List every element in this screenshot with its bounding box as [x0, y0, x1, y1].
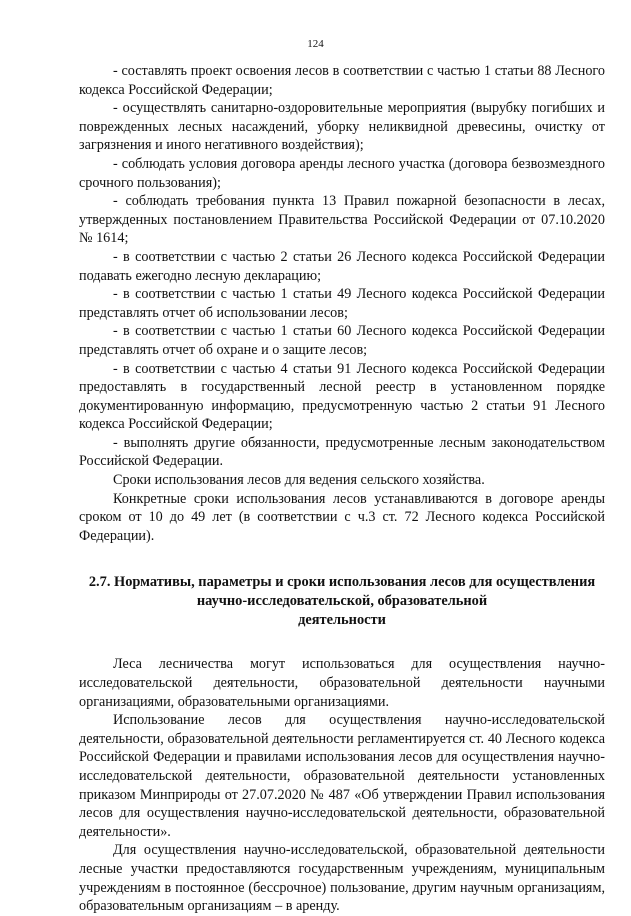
section-heading-line: научно-исследовательской, образовательной	[196, 593, 488, 610]
list-item: - составлять проект освоения лесов в соответствии с частью 1 статьи 88 Лесного кодекса Российской Федерации;	[79, 63, 605, 98]
section-heading-line: деятельности	[298, 612, 386, 629]
paragraph: Сроки использования лесов для ведения сельского хозяйства.	[113, 472, 485, 489]
list-item: - осуществлять санитарно-оздоровительные мероприятия (вырубку погибших и поврежденных лесных насаждений, уборку неликвидной древесины, очистку от загрязнения и иного негативного воздействия);	[79, 100, 605, 154]
list-item: - в соответствии с частью 4 статьи 91 Лесного кодекса Российской Федерации предоставлять в государственный лесной реестр в установленном порядке документированную информацию, предусмотренную частью 2 статьи 91 Лесного кодекса Российской Федерации;	[79, 360, 605, 433]
section-body	[79, 655, 605, 915]
paragraph: Леса лесничества могут использоваться для осуществления научно-исследовательской деятельности, образовательной деятельности научными организациями, образовательными организациями.	[79, 656, 605, 710]
list-item: - в соответствии с частью 1 статьи 49 Лесного кодекса Российской Федерации представлять отчет об использовании лесов;	[79, 286, 605, 321]
list-item: - выполнять другие обязанности, предусмотренные лесным законодательством Российской Федерации.	[79, 434, 605, 470]
section-heading	[79, 573, 605, 630]
obligations-list	[79, 62, 605, 471]
paragraph: Конкретные сроки использования лесов устанавливаются в договоре аренды сроком от 10 до 49 лет (в соответствии с ч.3 ст. 72 Лесного кодекса Российской Федерации).	[79, 490, 605, 544]
page-number: 124	[307, 38, 324, 50]
list-item: - соблюдать требования пункта 13 Правил пожарной безопасности в лесах, утвержденных постановлением Правительства Российской Федерации от 07.10.2020 № 1614;	[79, 193, 605, 247]
list-item: - соблюдать условия договора аренды лесного участка (договора безвозмездного срочного пользования);	[79, 155, 605, 191]
list-item: - в соответствии с частью 2 статьи 26 Лесного кодекса Российской Федерации подавать ежегодно лесную декларацию;	[79, 248, 605, 284]
paragraph: Использование лесов для осуществления научно-исследовательской деятельности, образовательной деятельности регламентируется ст. 40 Лесного кодекса Российской Федерации и правилами использования лесов для осуществления научно-исследовательской деятельности, образовательной деятельности установленных приказом Минприроды от 27.07.2020 № 487 «Об утверждении Правил использования лесов для осуществления научно-исследовательской деятельности, образовательной деятельности».	[79, 712, 605, 840]
section-heading-line: 2.7. Нормативы, параметры и сроки использования лесов для осуществления	[88, 574, 596, 591]
list-item: - в соответствии с частью 1 статьи 60 Лесного кодекса Российской Федерации представлять отчет об охране и о защите лесов;	[79, 323, 605, 358]
page-content	[79, 62, 605, 916]
paragraph: Для осуществления научно-исследовательской, образовательной деятельности лесные участки предоставляются государственным учреждениям, муниципальным учреждениям в постоянное (бессрочное) пользование, другим научным организациям, образовательным организациям – в аренду.	[79, 842, 605, 915]
